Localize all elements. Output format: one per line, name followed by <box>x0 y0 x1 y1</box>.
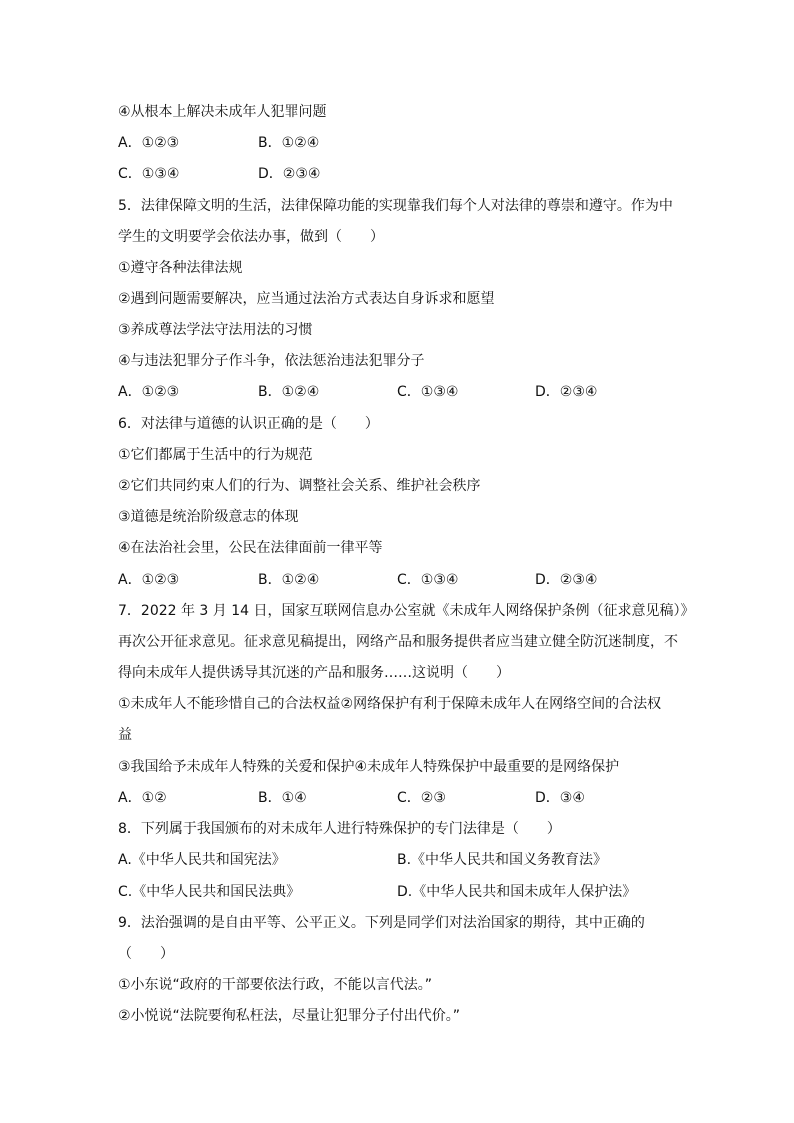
q6-stem-line-1: 6．对法律与道德的认识正确的是（ ） <box>118 416 379 432</box>
q5-item-4: ④与违法犯罪分子作斗争，依法惩治违法犯罪分子 <box>118 353 425 369</box>
q4-item-4: ④从根本上解决未成年人犯罪问题 <box>118 104 327 120</box>
q8-option-d: D.《中华人民共和国未成年人保护法》 <box>397 884 637 900</box>
q5-item-3: ③养成尊法学法守法用法的习惯 <box>118 322 313 338</box>
q7-items-3-4: ③我国给予未成年人特殊的关爱和保护④未成年人特殊保护中最重要的是网络保护 <box>118 759 620 775</box>
q6-option-b: B．①②④ <box>258 572 320 588</box>
q7-items-1-2-wrap: 益 <box>118 727 132 743</box>
q7-option-c: C．②③ <box>397 790 446 806</box>
q5-option-c: C．①③④ <box>397 384 459 400</box>
q8-option-c: C.《中华人民共和国民法典》 <box>118 884 301 900</box>
q7-items-1-2: ①未成年人不能珍惜自己的合法权益②网络保护有利于保障未成年人在网络空间的合法权 <box>118 696 662 712</box>
q5-option-a: A．①②③ <box>118 384 180 400</box>
q7-stem-line-3: 得向未成年人提供诱导其沉迷的产品和服务……这说明（ ） <box>118 665 510 681</box>
q8-option-a: A.《中华人民共和国宪法》 <box>118 852 286 868</box>
q9-stem-line-2: （ ） <box>118 946 174 962</box>
q6-option-c: C．①③④ <box>397 572 459 588</box>
q8-stem-line-1: 8．下列属于我国颁布的对未成年人进行特殊保护的专门法律是（ ） <box>118 821 561 837</box>
q4-option-c: C．①③④ <box>118 166 180 182</box>
q6-item-4: ④在法治社会里，公民在法律面前一律平等 <box>118 540 383 556</box>
q5-item-2: ②遇到问题需要解决，应当通过法治方式表达自身诉求和愿望 <box>118 291 495 307</box>
q8-option-b: B.《中华人民共和国义务教育法》 <box>397 852 608 868</box>
q6-item-2: ②它们共同约束人们的行为、调整社会关系、维护社会秩序 <box>118 478 481 494</box>
q9-item-2: ②小悦说“法院要徇私枉法，尽量让犯罪分子付出代价。” <box>118 1008 461 1024</box>
q9-item-1: ①小东说“政府的干部要依法行政，不能以言代法。” <box>118 977 433 993</box>
q9-stem-line-1: 9．法治强调的是自由平等、公平正义。下列是同学们对法治国家的期待，其中正确的 <box>118 915 645 931</box>
q6-option-a: A．①②③ <box>118 572 180 588</box>
q4-option-a: A．①②③ <box>118 135 180 151</box>
q7-option-d: D．③④ <box>535 790 585 806</box>
q4-option-b: B．①②④ <box>258 135 320 151</box>
q6-item-3: ③道德是统治阶级意志的体现 <box>118 509 299 525</box>
q6-item-1: ①它们都属于生活中的行为规范 <box>118 447 313 463</box>
q7-stem-line-1: 7．2022 年 3 月 14 日，国家互联网信息办公室就《未成年人网络保护条例（征求意见稿）》 <box>118 603 695 619</box>
q5-option-b: B．①②④ <box>258 384 320 400</box>
q7-option-b: B．①④ <box>258 790 307 806</box>
q5-item-1: ①遵守各种法律法规 <box>118 260 243 276</box>
q7-stem-line-2: 再次公开征求意见。征求意见稿提出，网络产品和服务提供者应当建立健全防沉迷制度，不 <box>118 634 678 650</box>
q4-option-d: D．②③④ <box>258 166 321 182</box>
q5-option-d: D．②③④ <box>535 384 598 400</box>
q5-stem-line-1: 5．法律保障文明的生活，法律保障功能的实现靠我们每个人对法律的尊崇和遵守。作为中 <box>118 198 673 214</box>
q5-stem-line-2: 学生的文明要学会依法办事，做到（ ） <box>118 229 384 245</box>
q7-option-a: A．①② <box>118 790 167 806</box>
q6-option-d: D．②③④ <box>535 572 598 588</box>
